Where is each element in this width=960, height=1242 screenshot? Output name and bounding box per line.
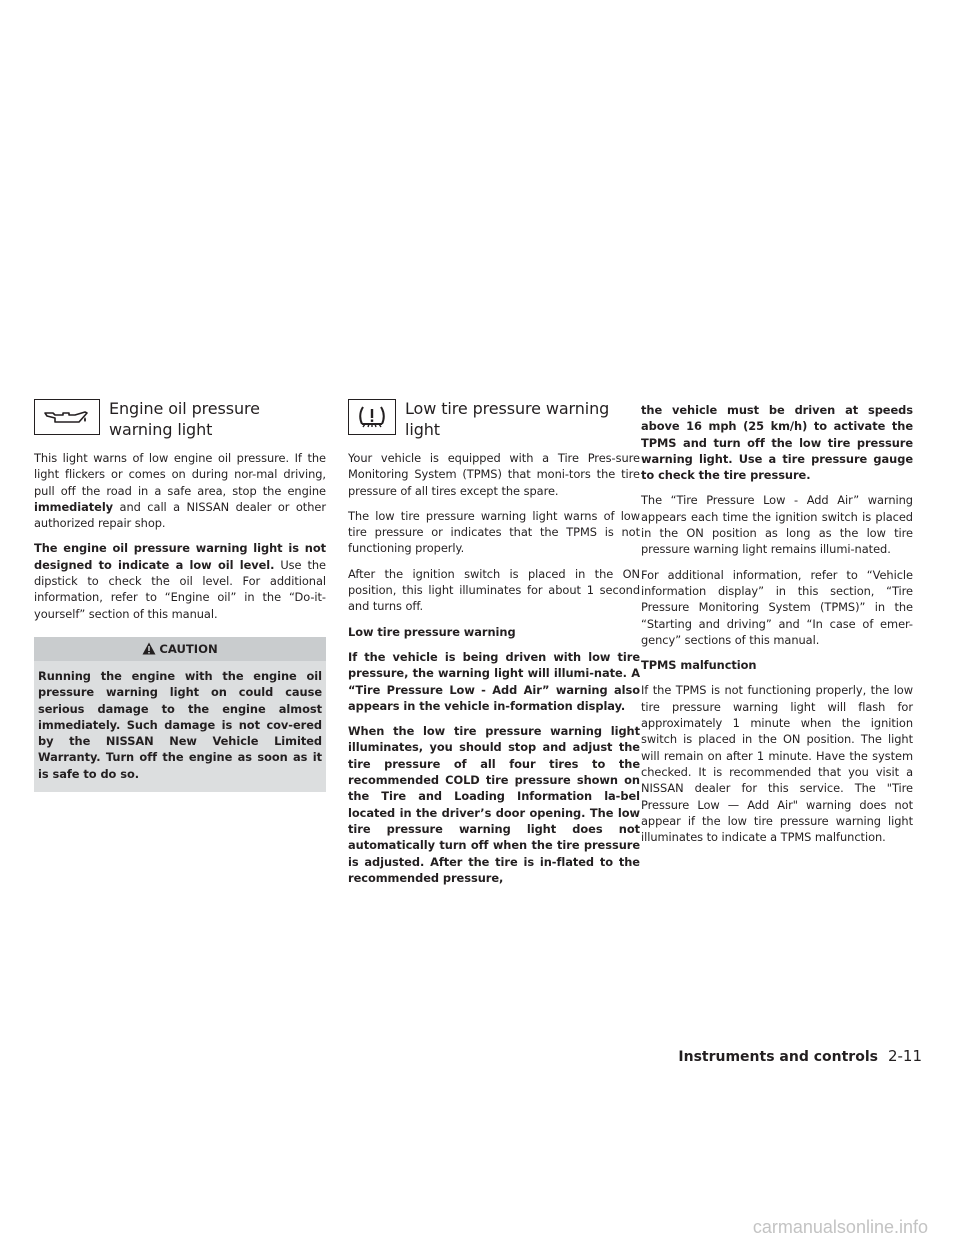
tpms-paragraph-7: The “Tire Pressure Low - Add Air” warning appears each time the ignition switch is placed in the ON position as long as the low tire pressure warning light remains illumi-nated. [641, 493, 913, 557]
caution-box [34, 637, 326, 792]
tire-pressure-title-line2: light [405, 420, 440, 439]
tire-pressure-warning-icon [348, 399, 396, 435]
caution-header [34, 637, 326, 661]
text-run: and call a NISSAN dealer or other authorized repair shop. [34, 499, 326, 531]
tire-pressure-heading [348, 398, 640, 440]
engine-oil-title-line1: Engine oil pressure [109, 399, 260, 418]
tpms-paragraph-9: If the TPMS is not functioning properly, the low tire pressure warning light will flash for approximately 1 minute when the ignition switch is placed in the ON position. The light will remain on after 1 minute. Have the system checked. It is recommended that you visit a NISSAN dealer for this service. The "Tire Pressure Low — Add Air" warning does not appear if the low tire pressure warning light illuminates to indicate a TPMS malfunction. [641, 683, 913, 845]
tpms-paragraph-1: Your vehicle is equipped with a Tire Pres-sure Monitoring System (TPMS) that moni-tors the tire pressure of all tires except the spare. [348, 451, 640, 498]
caution-text: Running the engine with the engine oil pressure warning light on could cause serious damage to the engine almost immediately. Such damage is not cov-ered by the NISSAN New Vehicle Limited Warranty. Turn off the engine as soon as it is safe to do so. [38, 668, 322, 781]
watermark: carmanualsonline.info [752, 1217, 928, 1237]
caution-body [34, 661, 326, 792]
tpms-paragraph-8: For additional information, refer to “Vehicle information display” in this section, “Tire Pressure Monitoring System (TPMS)” in the “Starting and driving” and “In case of emer-gency” sections of this manual. [641, 567, 913, 647]
page-footer [678, 1047, 922, 1065]
engine-oil-heading [34, 398, 326, 440]
subheading-low-tire-pressure-warning: Low tire pressure warning [348, 624, 516, 639]
engine-oil-can-icon [34, 399, 100, 435]
tire-pressure-title-line1: Low tire pressure warning [405, 399, 610, 418]
emphasis-immediately: immediately [34, 499, 114, 514]
column-tpms-continued [641, 402, 913, 854]
tpms-paragraph-4: If the vehicle is being driven with low tire pressure, the warning light will illumi-nate. A “Tire Pressure Low - Add Air” warning also appears in the vehicle in-formation display. [348, 649, 640, 713]
engine-oil-paragraph-1 [34, 450, 326, 531]
text-run: Use the dipstick to check the oil level. For additional information, refer to “Engine oil” in the “Do-it-yourself” section of this manual. [34, 557, 326, 621]
tpms-paragraph-2: The low tire pressure warning light warns of low tire pressure or indicates that the TPMS is not functioning properly. [348, 508, 640, 556]
caution-label: CAUTION [159, 641, 218, 656]
subheading-tpms-malfunction: TPMS malfunction [641, 658, 757, 673]
emphasis-not-oil-level: The engine oil pressure warning light is not designed to indicate a low oil level. [34, 541, 326, 572]
tpms-paragraph-6: the vehicle must be driven at speeds above 16 mph (25 km/h) to activate the TPMS and turn off the low tire pressure warning light. Use a tire pressure gauge to check the tire pressure. [641, 403, 913, 483]
page-number: 2-11 [887, 1047, 922, 1065]
engine-oil-title [109, 398, 260, 440]
footer-section-title: Instruments and controls [678, 1049, 878, 1065]
tire-pressure-title [405, 398, 609, 440]
tpms-paragraph-5: When the low tire pressure warning light illuminates, you should stop and adjust the tire pressure of all four tires to the recommended COLD tire pressure shown on the Tire and Loading Information la-bel located in the driver’s door opening. The low tire pressure warning light does not automatically turn off when the tire pressure is adjusted. After the tire is in-flated to the recommended pressure, [348, 724, 640, 885]
engine-oil-title-line2: warning light [109, 420, 213, 439]
column-tire-pressure [348, 398, 640, 895]
column-engine-oil [34, 398, 326, 792]
warning-triangle-icon [142, 642, 156, 655]
text-run: This light warns of low engine oil pressure. If the light flickers or comes on during nor-mal driving, pull off the road in a safe area, stop the engine [34, 451, 326, 498]
tpms-paragraph-3: After the ignition switch is placed in the ON position, this light illuminates for about 1 second and turns off. [348, 566, 640, 614]
engine-oil-paragraph-2 [34, 540, 326, 621]
